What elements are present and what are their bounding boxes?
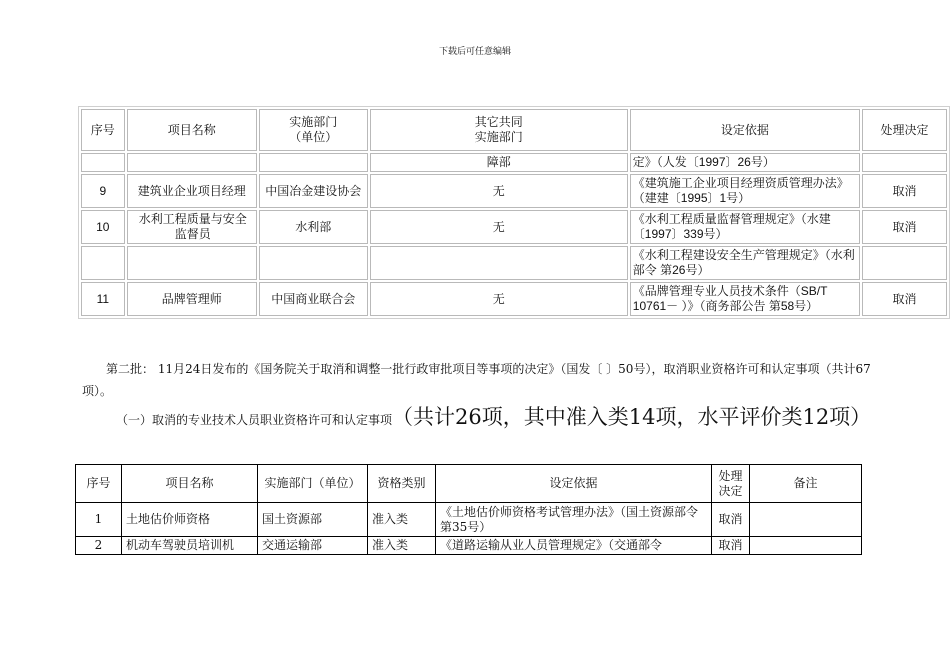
- table-row: [81, 210, 947, 244]
- subheading-title: （一）取消的专业技术人员职业资格许可和认定事项: [116, 413, 393, 427]
- header-cell-dept: 实施部门 （单位）: [259, 109, 368, 151]
- cell-basis: 《品牌管理专业人员技术条件（SB/T 10761－ ）》（商务部公告 第58号）: [630, 282, 860, 316]
- cell-other-dept: 无: [370, 282, 628, 316]
- cell-dept: 水利部: [259, 210, 368, 244]
- table-header-row: [81, 109, 947, 151]
- cell-decision: 取消: [862, 282, 947, 316]
- cell-basis: 《水利工程质量监督管理规定》（水建〔1997〕339号）: [630, 210, 860, 244]
- cell-name: [127, 153, 257, 172]
- cell-decision: [862, 246, 947, 280]
- header-cell-basis: 设定依据: [436, 465, 712, 503]
- subheading-count: （共计26项，其中准入类14项，水平评价类12项）: [392, 405, 872, 429]
- cell-seq: 11: [81, 282, 125, 316]
- cell-seq: 9: [81, 174, 125, 208]
- header-cell-dept: 实施部门（单位）: [258, 465, 368, 503]
- cell-name: [127, 246, 257, 280]
- cell-basis: 《建筑施工企业项目经理资质管理办法》（建建〔1995〕1号）: [630, 174, 860, 208]
- cell-name: 土地估价师资格: [122, 503, 258, 537]
- header-cell-decision: 处理决定: [712, 465, 750, 503]
- cell-dept: 交通运输部: [258, 537, 368, 555]
- table-cancelled-qualifications: [75, 464, 862, 555]
- cell-decision: [862, 153, 947, 172]
- cell-seq: [81, 246, 125, 280]
- cell-dept: 中国冶金建设协会: [259, 174, 368, 208]
- second-batch-paragraph: [82, 358, 872, 402]
- cell-other-dept: [370, 246, 628, 280]
- cell-seq: 1: [76, 503, 122, 537]
- cell-remark: [750, 503, 862, 537]
- header-cell-basis: 设定依据: [630, 109, 860, 151]
- cell-dept: [259, 246, 368, 280]
- section-subheading: [82, 402, 882, 435]
- table-row: [76, 503, 862, 537]
- cell-seq: 10: [81, 210, 125, 244]
- page-header-note: 下载后可任意编辑: [438, 47, 511, 57]
- cell-decision: 取消: [712, 537, 750, 555]
- table-row: [76, 537, 862, 555]
- cell-category: 准入类: [368, 537, 436, 555]
- header-cell-decision: 处理决定: [862, 109, 947, 151]
- cell-name: 建筑业企业项目经理: [127, 174, 257, 208]
- table-approval-items-continued: [78, 106, 950, 319]
- header-cell-name: 项目名称: [127, 109, 257, 151]
- cell-dept: 国土资源部: [258, 503, 368, 537]
- cell-basis: 定》（人发〔1997〕26号）: [630, 153, 860, 172]
- cell-dept: [259, 153, 368, 172]
- header-cell-seq: 序号: [76, 465, 122, 503]
- second-batch-text: 第二批： 11月24日发布的《国务院关于取消和调整一批行政审批项目等事项的决定》（国发〔 〕50号），取消职业资格许可和认定事项（共计67项）。: [82, 362, 871, 398]
- cell-name: 水利工程质量与安全监督员: [127, 210, 257, 244]
- cell-other-dept: 无: [370, 174, 628, 208]
- table-row: [81, 246, 947, 280]
- cell-dept: 中国商业联合会: [259, 282, 368, 316]
- cell-category: 准入类: [368, 503, 436, 537]
- cell-other-dept: 无: [370, 210, 628, 244]
- cell-basis: 《土地估价师资格考试管理办法》（国土资源部令 第35号）: [436, 503, 712, 537]
- cell-seq: 2: [76, 537, 122, 555]
- cell-basis: 《道路运输从业人员管理规定》（交通部令: [436, 537, 712, 555]
- cell-other-dept: 障部: [370, 153, 628, 172]
- cell-remark: [750, 537, 862, 555]
- table-header-row: [76, 465, 862, 503]
- header-cell-name: 项目名称: [122, 465, 258, 503]
- table-row: [81, 153, 947, 172]
- cell-name: 品牌管理师: [127, 282, 257, 316]
- cell-decision: 取消: [862, 210, 947, 244]
- table-row: [81, 174, 947, 208]
- cell-decision: 取消: [712, 503, 750, 537]
- header-cell-other-dept: 其它共同 实施部门: [370, 109, 628, 151]
- cell-decision: 取消: [862, 174, 947, 208]
- header-cell-category: 资格类别: [368, 465, 436, 503]
- header-cell-remark: 备注: [750, 465, 862, 503]
- cell-seq: [81, 153, 125, 172]
- table-row: [81, 282, 947, 316]
- cell-basis: 《水利工程建设安全生产管理规定》（水利部令 第26号）: [630, 246, 860, 280]
- cell-name: 机动车驾驶员培训机: [122, 537, 258, 555]
- header-cell-seq: 序号: [81, 109, 125, 151]
